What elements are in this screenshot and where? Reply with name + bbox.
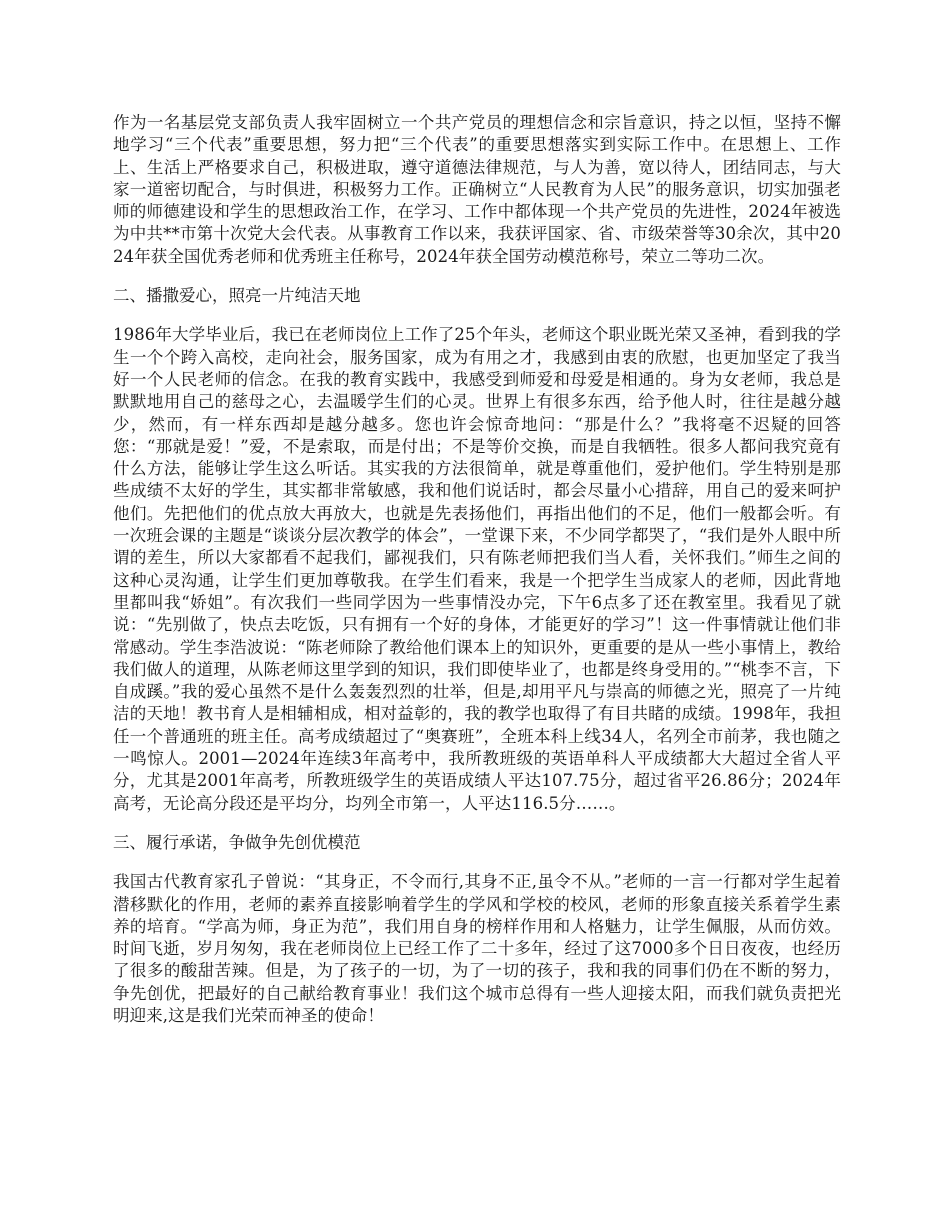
paragraph-commitment: 我国古代教育家孔子曾说：“其身正，不令而行,其身不正,虽令不从。”老师的一言一行都对学生起着潜移默化的作用，老师的素养直接影响着学生的学风和学校的校风，老师的形象直接关系着学生素养的培育。“学高为师，身正为范”，我们用自身的榜样作用和人格魅力，让学生佩服，从而仿效。时间飞逝，岁月匆匆，我在老师岗位上已经工作了二十多年，经过了这7000多个日日夜夜，也经历了很多的酸甜苦辣。但是，为了孩子的一切，为了一切的孩子，我和我的同事们仍在不断的努力，争先创优，把最好的自己献给教育事业！我们这个城市总得有一些人迎接太阳，而我们就负责把光明迎来,这是我们光荣而神圣的使命！ bbox=[113, 872, 841, 1025]
paragraph-teaching-love: 1986年大学毕业后，我已在老师岗位上工作了25个年头，老师这个职业既光荣又圣神，看到我的学生一个个跨入高校，走向社会，服务国家，成为有用之才，我感到由衷的欣慰，也更加坚定了我当好一个人民老师的信念。在我的教育实践中，我感受到师爱和母爱是相通的。身为女老师，我总是默默地用自己的慈母之心，去温暖学生们的心灵。世界上有很多东西，给予他人时，往往是越分越少，然而，有一样东西却是越分越多。您也许会惊奇地问：“那是什么？”我将毫不迟疑的回答您：“那就是爱！”爱，不是索取，而是付出；不是等价交换，而是自我牺牲。很多人都问我究竟有什么方法，能够让学生这么听话。其实我的方法很简单，就是尊重他们，爱护他们。学生特别是那些成绩不太好的学生，其实都非常敏感，我和他们说话时，都会尽量小心措辞，用自己的爱来呵护他们。先把他们的优点放大再放大，也就是先表扬他们，再指出他们的不足，他们一般都会听。有一次班会课的主题是“谈谈分层次教学的体会”，一堂课下来，不少同学都哭了，“我们是外人眼中所谓的差生，所以大家都看不起我们，鄙视我们，只有陈老师把我们当人看，关怀我们。”师生之间的这种心灵沟通，让学生们更加尊敬我。在学生们看来，我是一个把学生当成家人的老师，因此背地里都叫我“娇姐”。有次我们一些同学因为一些事情没办完，下午6点多了还在教室里。我看见了就说：“先别做了，快点去吃饭，只有拥有一个好的身体，才能更好的学习”！这一件事情就让他们非常感动。学生李浩波说：“陈老师除了教给他们课本上的知识外，更重要的是从一些小事情上，教给我们做人的道理，从陈老师这里学到的知识，我们即使毕业了，也都是终身受用的。”“桃李不言，下自成蹊。”我的爱心虽然不是什么轰轰烈烈的壮举，但是,却用平凡与崇高的师德之光，照亮了一片纯洁的天地！教书育人是相辅相成，相对益彰的，我的教学也取得了有目共睹的成绩。1998年，我担任一个普通班的班主任。高考成绩超过了“奥赛班”，全班本科上线34人，名列全市前茅，我也随之一鸣惊人。2001—2024年连续3年高考中，我所教班级的英语单科人平成绩都大大超过全省人平分，尤其是2001年高考，所教班级学生的英语成绩人平达107.75分，超过省平26.86分；2024年高考，无论高分段还是平均分，均列全市第一，人平达116.5分……。 bbox=[113, 325, 841, 813]
document-page bbox=[113, 112, 841, 1027]
paragraph-party-work: 作为一名基层党支部负责人我牢固树立一个共产党员的理想信念和宗旨意识，持之以恒，坚持不懈地学习“三个代表”重要思想，努力把“三个代表”的重要思想落实到实际工作中。在思想上、工作上、生活上严格要求自己，积极进取，遵守道德法律规范，与人为善，宽以待人，团结同志，与大家一道密切配合，与时俱进，积极努力工作。正确树立“人民教育为人民”的服务意识，切实加强老师的师德建设和学生的思想政治工作，在学习、工作中都体现一个共产党员的先进性，2024年被选为中共**市第十次党大会代表。从事教育工作以来，我获评国家、省、市级荣誉等30余次，其中2024年获全国优秀老师和优秀班主任称号，2024年获全国劳动模范称号，荣立二等功二次。 bbox=[113, 113, 841, 266]
section-heading-love: 二、播撒爱心，照亮一片纯洁天地 bbox=[113, 286, 361, 306]
section-heading-commitment: 三、履行承诺，争做争先创优模范 bbox=[113, 832, 361, 852]
